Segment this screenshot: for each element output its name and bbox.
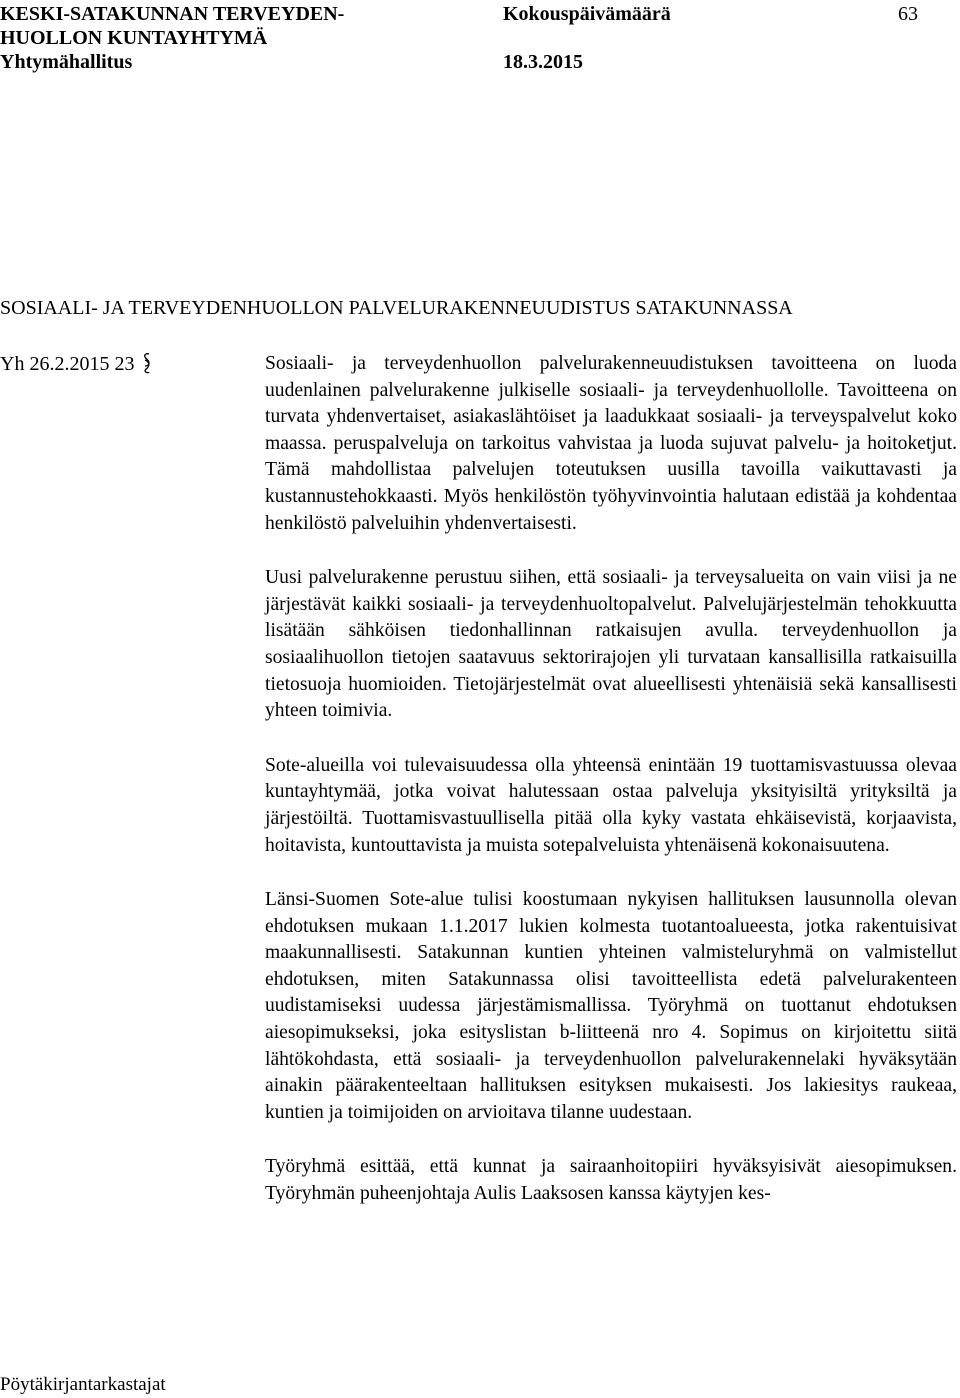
paragraph-1: Sosiaali- ja terveydenhuollon palvelurakenneuudistuksen tavoitteena on luoda uudenlainen palvelurakenne julkiselle sosiaali- ja terveydenhuollolle. Tavoitteena on turvata yhdenvertaiset, asiakaslähtöiset ja laadukkaat sosiaali- ja terveyspalvelut koko maassa. peruspalveluja on tarkoitus vahvistaa ja luoda sujuvat palvelu- ja hoitoketjut. Tämä mahdollistaa palvelujen toteutuksen uusilla tavoilla vaikuttavasti ja kustannustehokkaasti. Myös henkilöstön työhyvinvointia halutaan edistää ja kohdentaa henkilöstö palveluihin yhdenvertaisesti. — [265, 353, 957, 534]
section-sign-icon — [143, 352, 151, 374]
organization-line-2: HUOLLON KUNTAYHTYMÄ — [0, 27, 268, 49]
section-reference — [0, 352, 151, 376]
date-label: Kokouspäivämäärä — [503, 3, 671, 25]
page-number: 63 — [898, 3, 918, 25]
document-body — [265, 351, 957, 1236]
section-reference-text: Yh 26.2.2015 23 — [0, 353, 135, 375]
paragraph-4: Länsi-Suomen Sote-alue tulisi koostumaan nykyisen hallituksen lausunnolla olevan ehdotuksen mukaan 1.1.2017 lukien kolmesta tuotantoalueesta, jotka rakentuisivat maakunnallisesti. Satakunnan kuntien yhteinen valmisteluryhmä on valmistellut ehdotuksen, miten Satakunnassa olisi tavoitteellista edetä palvelurakenteen uudistamiseksi uudessa järjestämismallissa. Työryhmä on tuottanut ehdotuksen aiesopimukseksi, joka esityslistan b-liitteenä nro 4. Sopimus on kirjoitettu siitä lähtökohdasta, että sosiaali- ja terveydenhuollon palvelurakennelaki hyväksytään ainakin päärakenteeltaan hallituksen esityksen mukaisesti. Jos lakiesitys raukeaa, kuntien ja toimijoiden on arvioitava tilanne uudestaan. — [265, 889, 957, 1123]
paragraph-5: Työryhmä esittää, että kunnat ja sairaanhoitopiiri hyväksyisivät aiesopimuksen. Työryhmän puheenjohtaja Aulis Laaksosen kanssa käytyjen kes- — [265, 1156, 957, 1205]
document-title: SOSIAALI- JA TERVEYDENHUOLLON PALVELURAKENNEUUDISTUS SATAKUNNASSA — [0, 297, 793, 319]
paragraph-2: Uusi palvelurakenne perustuu siihen, että sosiaali- ja terveysalueita on vain viisi ja ne järjestävät kaikki sosiaali- ja terveydenhuoltopalvelut. Palvelujärjestelmän tehokkuutta lisätään sähköisen tiedonhallinnan ratkaisujen avulla. terveydenhuollon ja sosiaalihuollon tietojen saatavuus sektorirajojen yli turvataan kansallisilla ratkaisuilla tietosuoja huomioiden. Tietojärjestelmät ovat alueellisesti yhtenäisiä sekä kansallisesti yhteen toimivia. — [265, 567, 957, 722]
organization-line-1: KESKI-SATAKUNNAN TERVEYDEN- — [0, 3, 345, 25]
footer-minutes-checkers: Pöytäkirjantarkastajat — [0, 1374, 166, 1395]
paragraph-3: Sote-alueilla voi tulevaisuudessa olla yhteensä enintään 19 tuottamisvastuussa olevaa kuntayhtymää, jotka voivat halutessaan ostaa palveluja yksityisiltä yrityksiltä ja järjestöiltä. Tuottamisvastuullisella pitää olla kyky vastata ehkäisevistä, korjaavista, hoitavista, kuntouttavista ja muista sotepalveluista yhtenäisenä kokonaisuutena. — [265, 754, 957, 856]
meeting-name: Yhtymähallitus — [0, 51, 133, 73]
meeting-date: 18.3.2015 — [503, 51, 583, 73]
organization-name — [0, 2, 344, 50]
